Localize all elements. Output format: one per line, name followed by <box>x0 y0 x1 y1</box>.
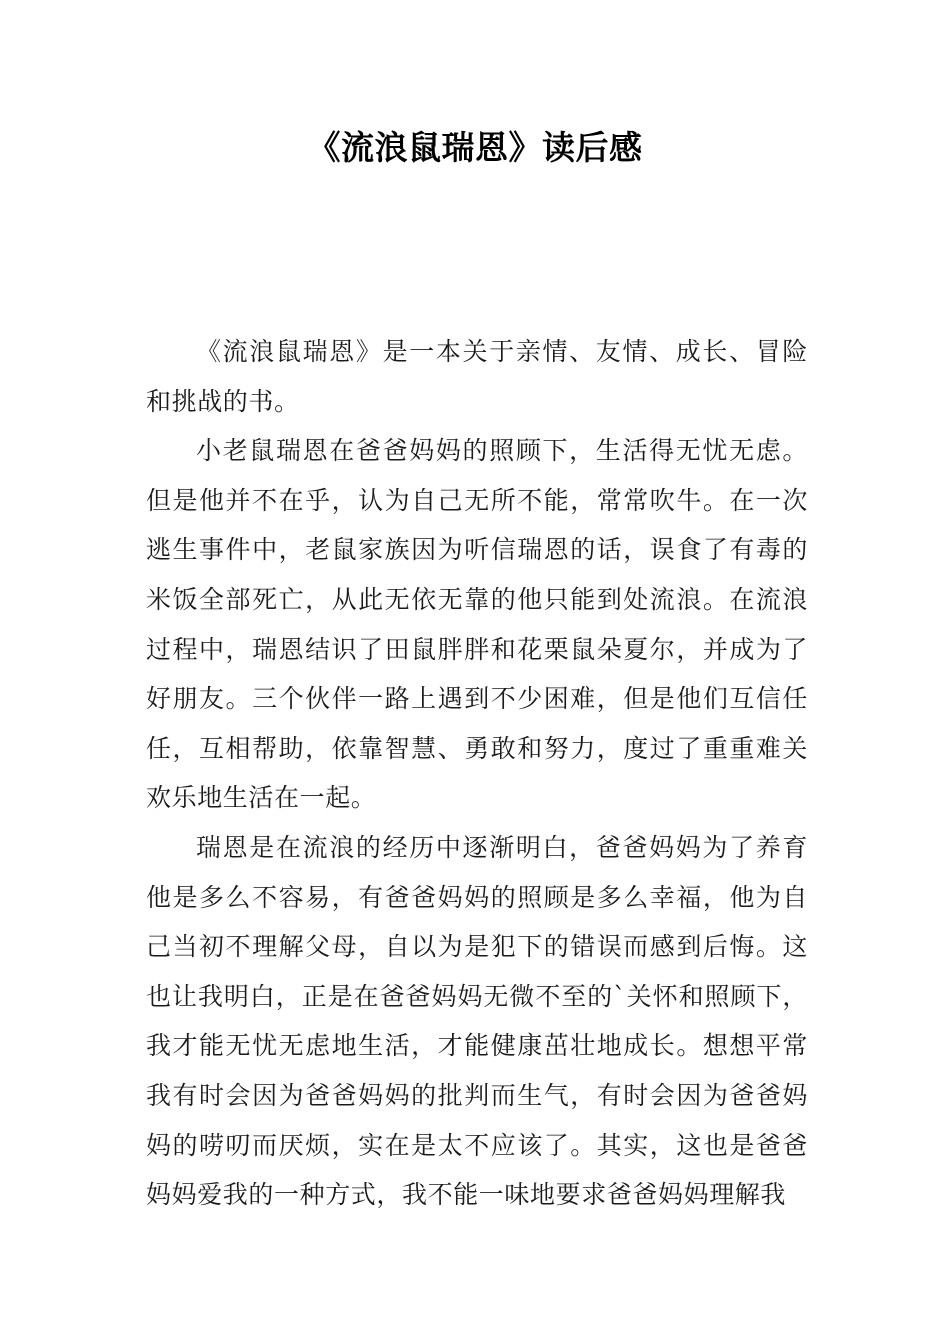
document-body <box>146 327 808 1220</box>
paragraph-story-summary: 小老鼠瑞恩在爸爸妈妈的照顾下，生活得无忧无虑。但是他并不在乎，认为自己无所不能，常常吹牛。在一次逃生事件中，老鼠家族因为听信瑞恩的话，误食了有毒的米饭全部死亡，从此无依无靠的他只能到处流浪。在流浪过程中，瑞恩结识了田鼠胖胖和花栗鼠朵夏尔，并成为了好朋友。三个伙伴一路上遇到不少困难，但是他们互信任任，互相帮助，依靠智慧、勇敢和努力，度过了重重难关欢乐地生活在一起。 <box>146 436 808 813</box>
paragraph-intro: 《流浪鼠瑞恩》是一本关于亲情、友情、成长、冒险和挑战的书。 <box>146 337 808 416</box>
document-title: 《流浪鼠瑞恩》读后感 <box>307 128 643 167</box>
paragraph-reflection: 瑞恩是在流浪的经历中逐渐明白，爸爸妈妈为了养育他是多么不容易，有爸爸妈妈的照顾是多么幸福，他为自己当初不理解父母，自以为是犯下的错误而感到后悔。这也让我明白，正是在爸爸妈妈无微不至的`关怀和照顾下，我才能无忧无虑地生活，才能健康茁壮地成长。想想平常我有时会因为爸爸妈妈的批判而生气，有时会因为爸爸妈妈的唠叨而厌烦，实在是太不应该了。其实，这也是爸爸妈妈爱我的一种方式，我不能一味地要求爸爸妈妈理解我 <box>146 832 808 1210</box>
